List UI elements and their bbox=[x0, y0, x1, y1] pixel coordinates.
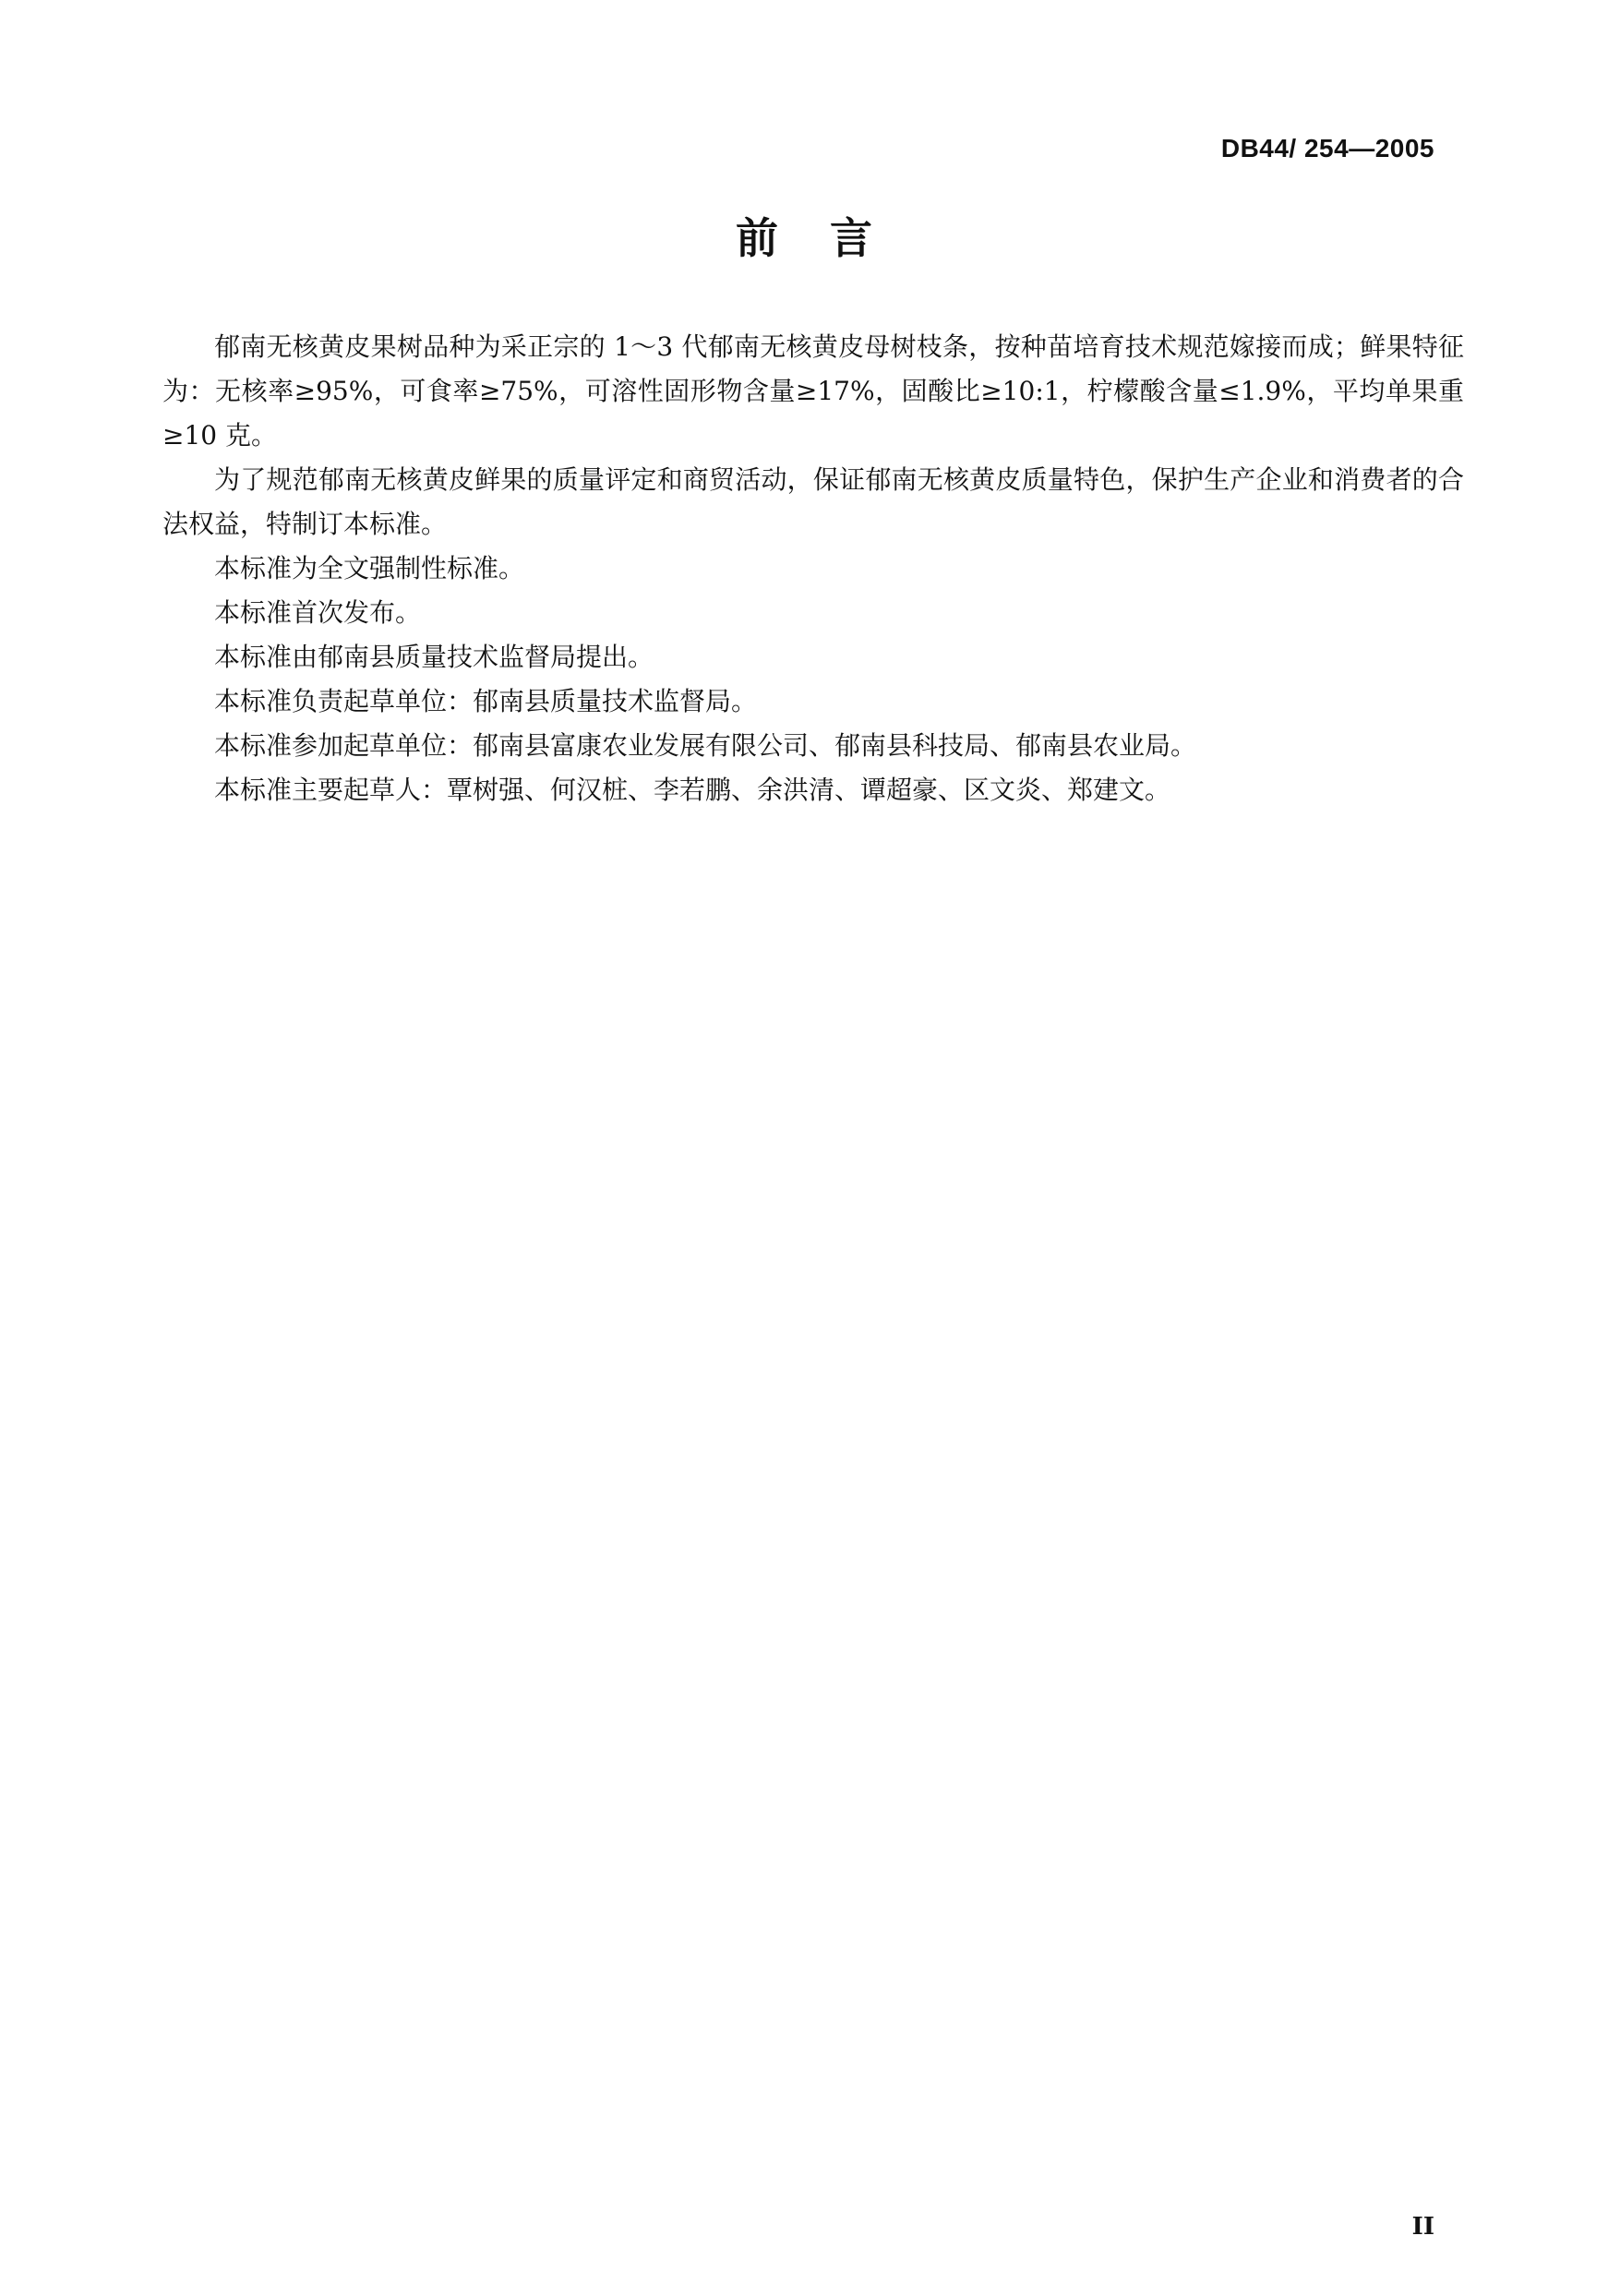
paragraph-intro: 郁南无核黄皮果树品种为采正宗的 1～3 代郁南无核黄皮母树枝条，按种苗培育技术规范嫁接而成；鲜果特征为：无核率≥95%，可食率≥75%，可溶性固形物含量≥17%，固酸比≥10:1，柠檬酸含量≤1.9%，平均单果重≥10 克。 bbox=[162, 331, 1464, 451]
paragraph-participating-drafters: 本标准参加起草单位：郁南县富康农业发展有限公司、郁南县科技局、郁南县农业局。 bbox=[214, 730, 1197, 761]
document-body bbox=[162, 325, 1464, 812]
paragraph-main-authors: 本标准主要起草人：覃树强、何汉桩、李若鹏、余洪清、谭超豪、区文炎、郑建文。 bbox=[214, 775, 1171, 805]
paragraph-first-release: 本标准首次发布。 bbox=[214, 597, 422, 628]
paragraph-purpose: 为了规范郁南无核黄皮鲜果的质量评定和商贸活动，保证郁南无核黄皮质量特色，保护生产企业和消费者的合法权益，特制订本标准。 bbox=[162, 464, 1464, 539]
paragraph-mandatory: 本标准为全文强制性标准。 bbox=[214, 553, 525, 583]
paragraph-lead-drafter: 本标准负责起草单位：郁南县质量技术监督局。 bbox=[214, 686, 758, 716]
paragraph-proposer: 本标准由郁南县质量技术监督局提出。 bbox=[214, 642, 654, 672]
document-code: DB44/ 254—2005 bbox=[1220, 134, 1434, 162]
page-title: 前言 bbox=[736, 213, 924, 263]
page-number: II bbox=[1411, 2213, 1434, 2241]
